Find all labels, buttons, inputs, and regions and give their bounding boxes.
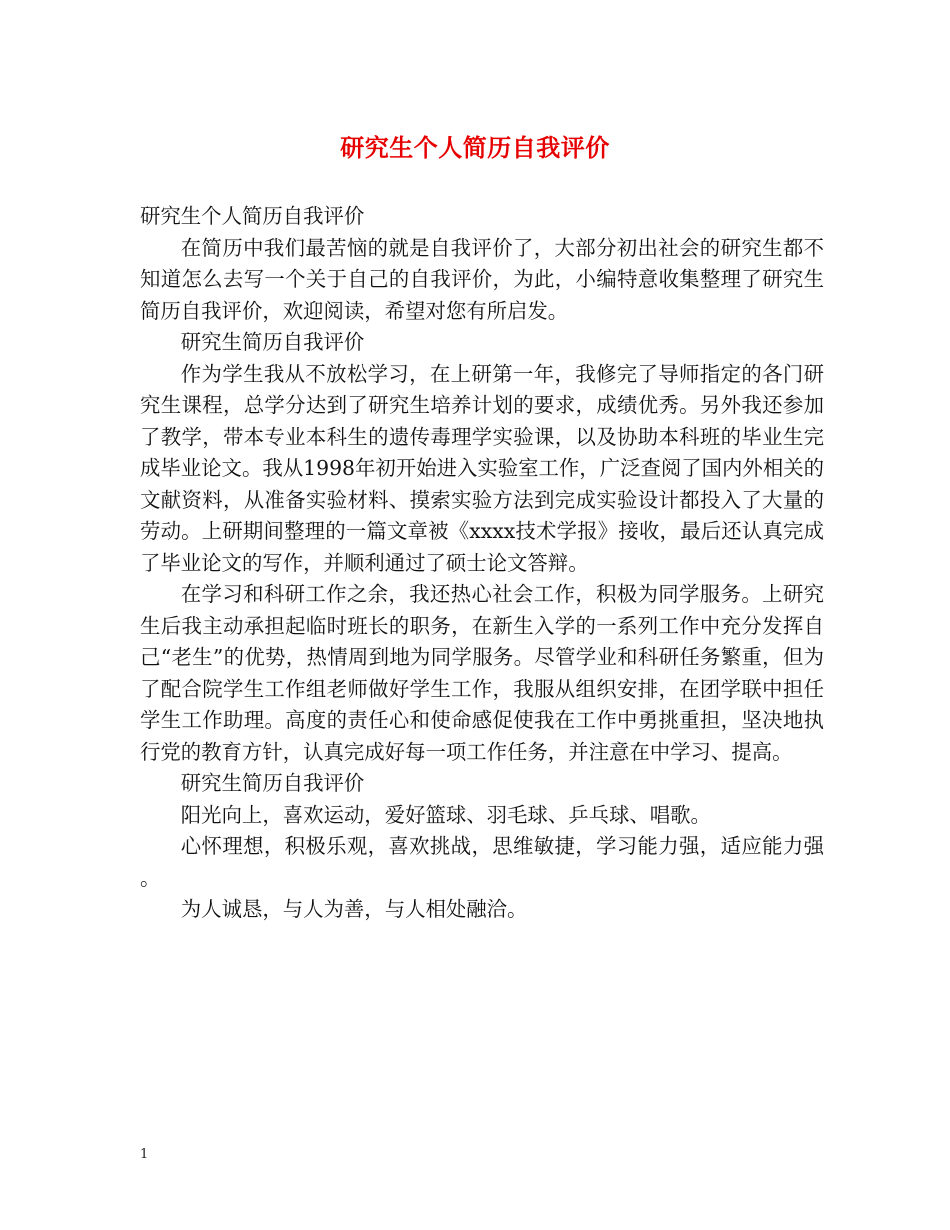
paragraph-heading-3: 研究生简历自我评价 — [180, 771, 365, 795]
document-title: 研究生个人简历自我评价 — [340, 133, 610, 162]
page-number: 1 — [140, 1147, 149, 1162]
paragraph-heading-1: 研究生个人简历自我评价 — [140, 204, 365, 228]
paragraph-heading-2: 研究生简历自我评价 — [180, 330, 365, 354]
paragraph-personality: 心怀理想，积极乐观，喜欢挑战，思维敏捷，学习能力强，适应能力强。 — [140, 834, 824, 890]
paragraph-relationships: 为人诚恳，与人为善，与人相处融洽。 — [180, 897, 528, 921]
document-body — [140, 201, 824, 926]
paragraph-hobbies: 阳光向上，喜欢运动，爱好篮球、羽毛球、乒乓球、唱歌。 — [180, 802, 711, 827]
paragraph-service: 在学习和科研工作之余，我还热心社会工作，积极为同学服务。上研究生后我主动承担起临时班长的职务，在新生入学的一系列工作中充分发挥自己“老生”的优势，热情周到地为同学服务。尽管学业和科研任务繁重，但为了配合院学生工作组老师做好学生工作，我服从组织安排，在团学联中担任学生工作助理。高度的责任心和使命感促使我在工作中勇挑重担，坚决地执行党的教育方针，认真完成好每一项工作任务，并注意在中学习、提高。 — [140, 582, 824, 764]
paragraph-study: 作为学生我从不放松学习，在上研第一年，我修完了导师指定的各门研究生课程，总学分达到了研究生培养计划的要求，成绩优秀。另外我还参加了教学，带本专业本科生的遗传毒理学实验课，以及协助本科班的毕业生完成毕业论文。我从1998年初开始进入实验室工作，广泛查阅了国内外相关的文献资料，从准备实验材料、摸索实验方法到完成实验设计都投入了大量的劳动。上研期间整理的一篇文章被《xxxx技术学报》接收，最后还认真完成了毕业论文的写作，并顺利通过了硕士论文答辩。 — [140, 361, 824, 575]
paragraph-intro: 在简历中我们最苦恼的就是自我评价了，大部分初出社会的研究生都不知道怎么去写一个关于自己的自我评价，为此，小编特意收集整理了研究生简历自我评价，欢迎阅读，希望对您有所启发。 — [140, 235, 824, 323]
